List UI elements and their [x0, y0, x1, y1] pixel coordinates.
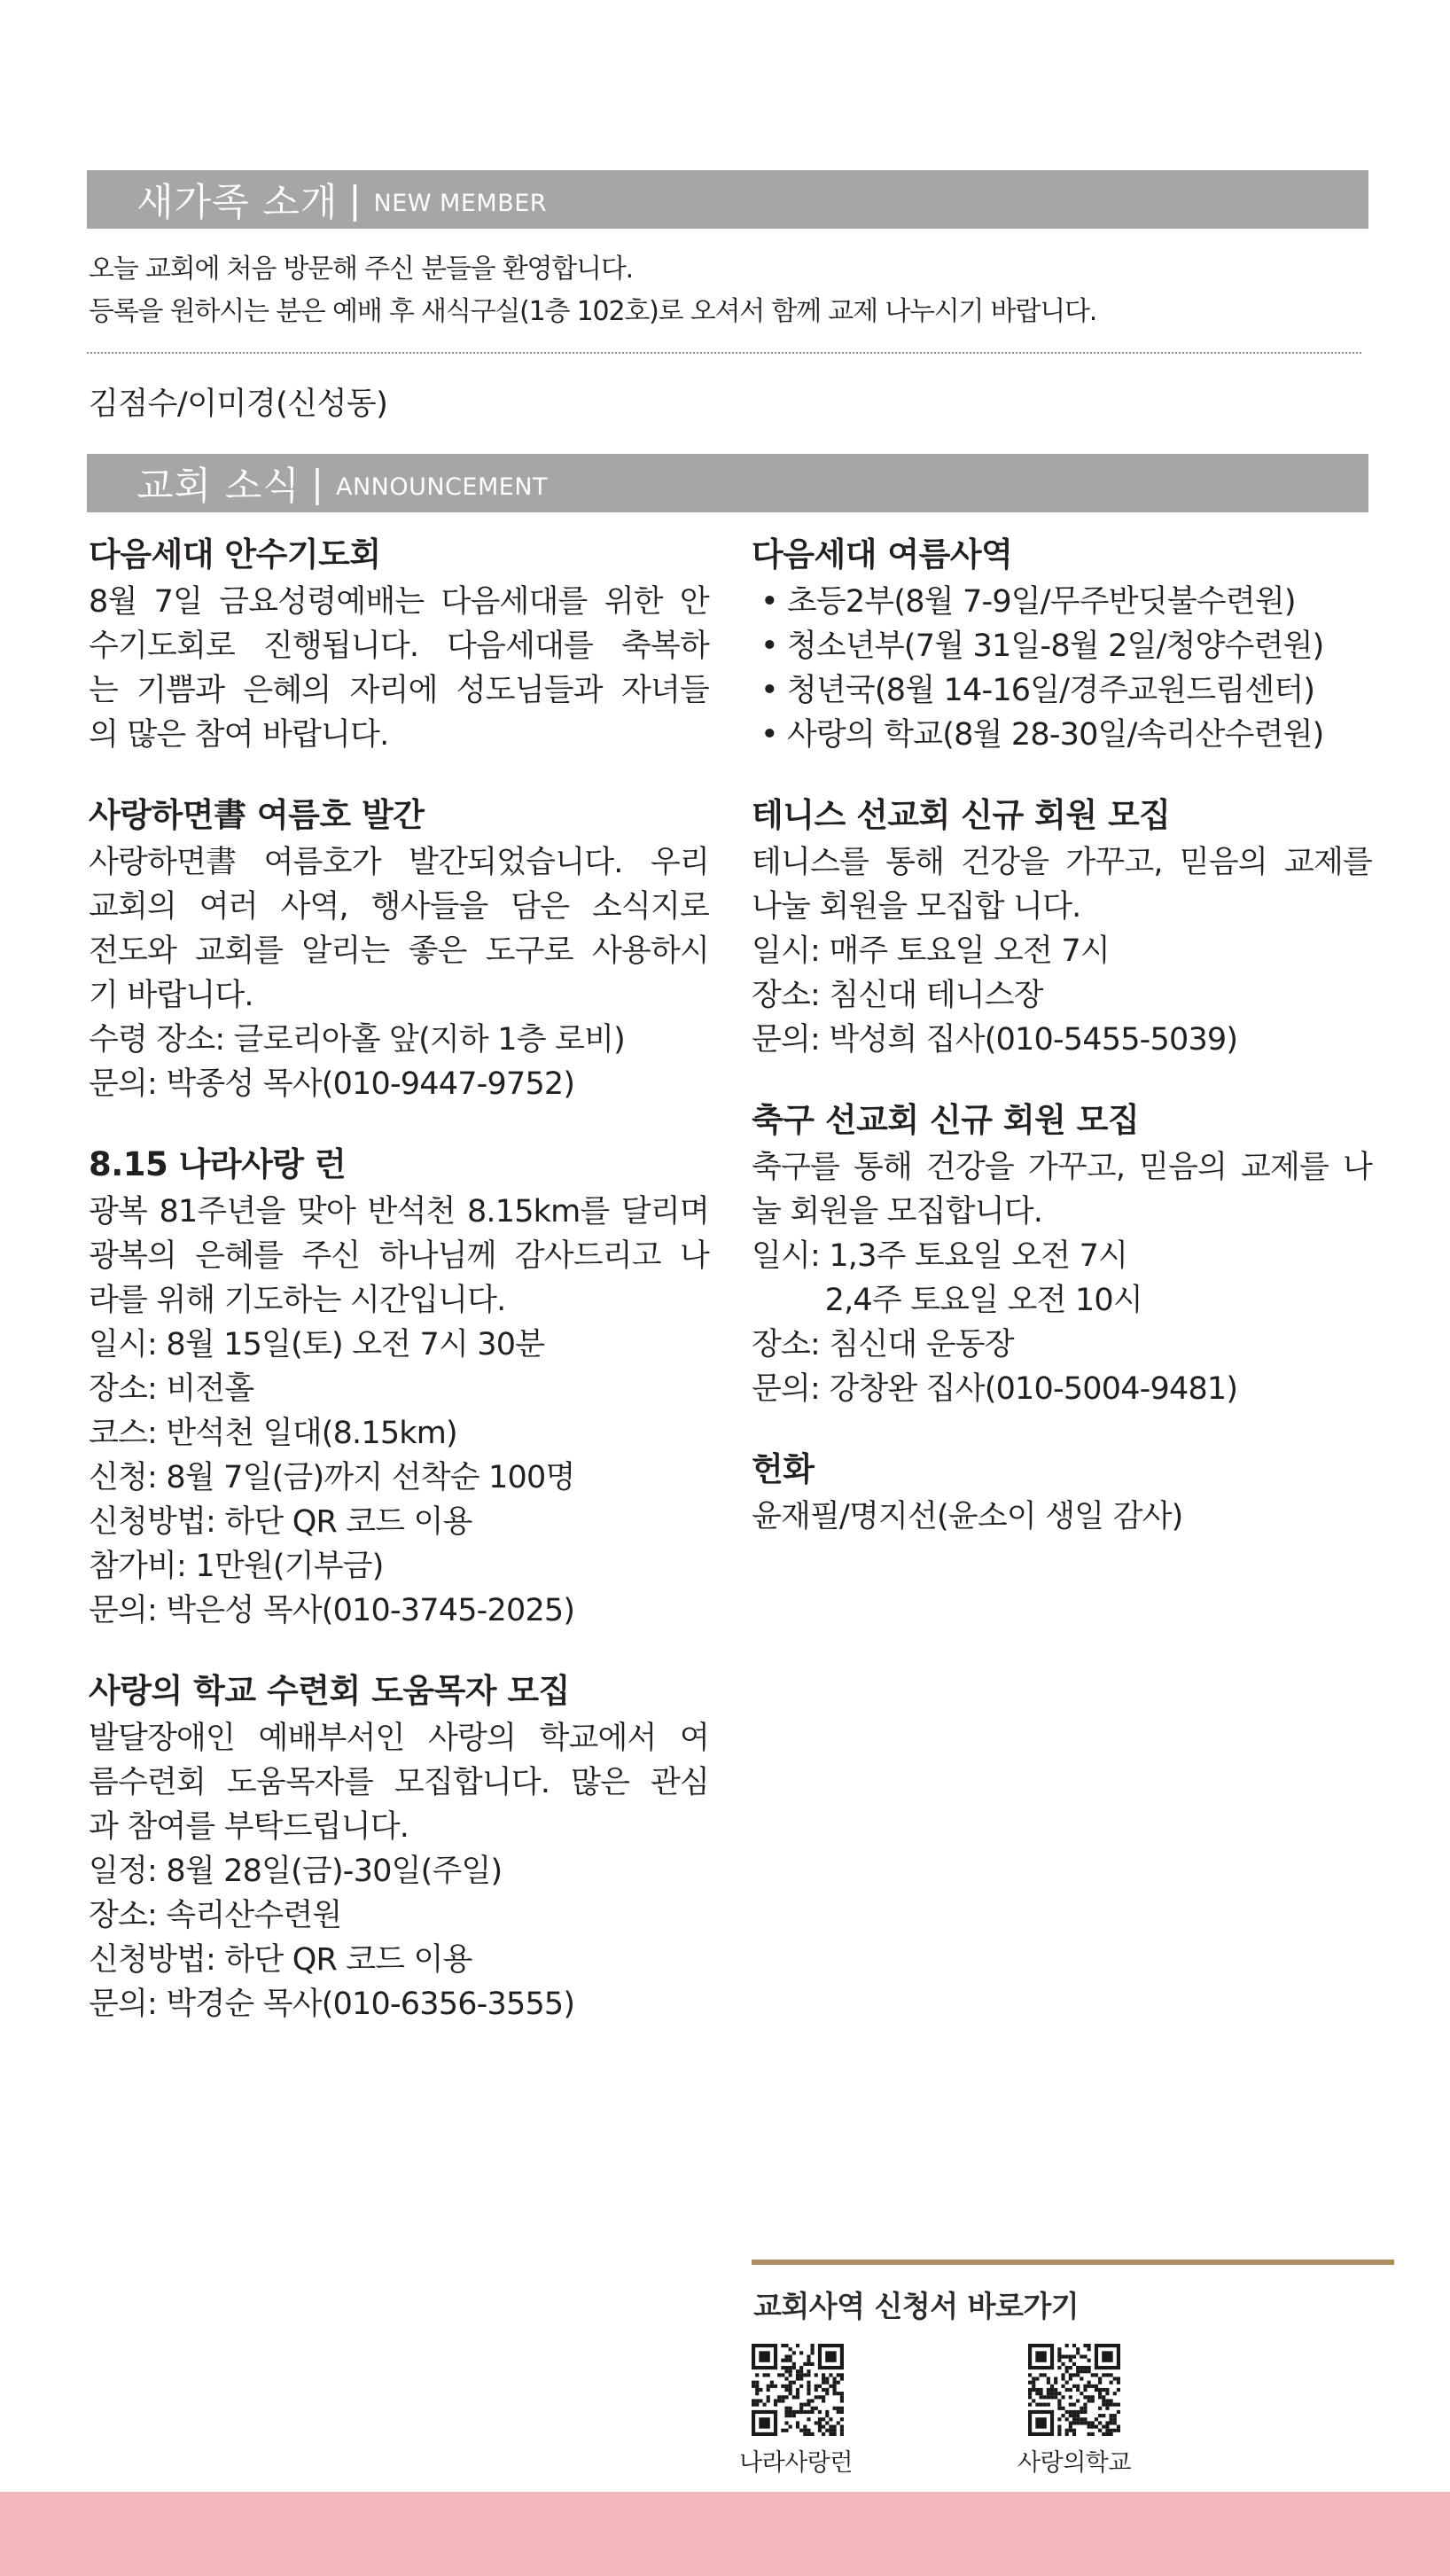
title-separator: | — [348, 177, 362, 222]
item-line: 장소: 침신대 운동장 — [752, 1327, 1014, 1362]
item-line: 름수련회 도움목자를 모집합니다. 많은 관심 — [89, 1765, 709, 1800]
item-line: 라를 위해 기도하는 시간입니다. — [89, 1283, 506, 1318]
summer-ministry-list — [752, 580, 1372, 757]
qr-caption: 사랑의학교 — [1017, 2449, 1131, 2477]
item-line: 전도와 교회를 알리는 좋은 도구로 사용하시 — [89, 933, 709, 969]
item-title: 사랑하면書 여름호 발간 — [89, 796, 425, 834]
item-title: 축구 선교회 신규 회원 모집 — [752, 1101, 1140, 1139]
announcement-left-column — [89, 530, 709, 2026]
item-line: 윤재필/명지선(윤소이 생일 감사) — [752, 1499, 1183, 1534]
item-line: 광복 81주년을 맞아 반석천 8.15km를 달리며 — [89, 1194, 709, 1229]
announcement-right-column — [752, 530, 1372, 1539]
item-body — [89, 840, 709, 1106]
item-line: 장소: 비전홀 — [89, 1371, 254, 1407]
qr-code-icon[interactable] — [752, 2344, 844, 2436]
new-member-title: 새가족 소개 — [136, 180, 339, 225]
item-line: 2,4주 토요일 오전 10시 — [752, 1283, 1142, 1318]
item-line: 문의: 박경순 목사(010-6356-3555) — [89, 1987, 575, 2022]
item-line: 신청방법: 하단 QR 코드 이용 — [89, 1942, 472, 1978]
item-line: 광복의 은혜를 주신 하나님께 감사드리고 나 — [89, 1238, 709, 1274]
item-title: 다음세대 안수기도회 — [89, 535, 381, 574]
item-body — [89, 1716, 709, 2026]
qr-caption: 나라사랑런 — [739, 2449, 853, 2477]
item-title: 8.15 나라사랑 런 — [89, 1145, 347, 1183]
list-item: • 청년국(8월 14-16일/경주교원드림센터) — [760, 668, 1372, 713]
intro-line: 등록을 원하시는 분은 예배 후 새식구실(1층 102호)로 오셔서 함께 교제 나누시기 바랍니다. — [89, 296, 1097, 327]
item-line: 일시: 1,3주 토요일 오전 7시 — [752, 1238, 1128, 1274]
item-line: 일시: 매주 토요일 오전 7시 — [752, 933, 1110, 969]
item-line: 문의: 박성희 집사(010-5455-5039) — [752, 1022, 1238, 1058]
item-line: 신청: 8월 7일(금)까지 선착순 100명 — [89, 1460, 575, 1495]
item-line: 문의: 박은성 목사(010-3745-2025) — [89, 1593, 575, 1628]
list-item: • 사랑의 학교(8월 28-30일/속리산수련원) — [760, 713, 1372, 757]
item-line: 사랑하면書 여름호가 발간되었습니다. 우리 — [89, 845, 709, 880]
item-title: 테니스 선교회 신규 회원 모집 — [752, 796, 1171, 834]
list-item: • 초등2부(8월 7-9일/무주반딧불수련원) — [760, 580, 1372, 624]
announcement-item — [752, 1445, 1372, 1539]
announcement-item — [89, 530, 709, 757]
new-member-title-en: NEW MEMBER — [373, 189, 548, 217]
item-line: 의 많은 참여 바랍니다. — [89, 717, 389, 753]
new-member-intro — [89, 248, 1096, 333]
new-member-names: 김점수/이미경(신성동) — [89, 386, 388, 422]
item-line: 신청방법: 하단 QR 코드 이용 — [89, 1504, 472, 1540]
item-line: 장소: 속리산수련원 — [89, 1898, 342, 1933]
dotted-divider — [87, 352, 1361, 354]
item-line: 코스: 반석천 일대(8.15km) — [89, 1416, 457, 1451]
announcement-title-en: ANNOUNCEMENT — [335, 472, 549, 501]
announcement-item — [752, 791, 1372, 1062]
announcement-item — [752, 530, 1372, 757]
announcement-item — [89, 791, 709, 1106]
item-line: 기 바랍니다. — [89, 978, 253, 1013]
list-item: • 청소년부(7월 31일-8월 2일/청양수련원) — [760, 624, 1372, 668]
item-line: 눌 회원을 모집합니다. — [752, 1194, 1043, 1229]
announcement-header — [87, 454, 1368, 512]
item-line: 나눌 회원을 모집합 니다. — [752, 889, 1081, 925]
gold-divider — [752, 2260, 1394, 2265]
item-line: 문의: 박종성 목사(010-9447-9752) — [89, 1066, 575, 1102]
item-body — [752, 1495, 1372, 1539]
item-body — [89, 1190, 709, 1633]
item-title: 다음세대 여름사역 — [752, 535, 1013, 574]
intro-line: 오늘 교회에 처음 방문해 주신 분들을 환영합니다. — [89, 254, 633, 285]
item-line: 참가비: 1만원(기부금) — [89, 1549, 384, 1584]
right-items — [752, 791, 1372, 1539]
item-line: 축구를 통해 건강을 가꾸고, 믿음의 교제를 나 — [752, 1150, 1372, 1185]
item-title: 사랑의 학교 수련회 도움목자 모집 — [89, 1672, 570, 1710]
announcement-item — [89, 1140, 709, 1633]
item-body — [752, 1145, 1372, 1411]
item-line: 는 기쁨과 은혜의 자리에 성도님들과 자녀들 — [89, 673, 709, 708]
item-body — [752, 840, 1372, 1062]
announcement-item — [752, 1096, 1372, 1411]
footer-band — [0, 2492, 1450, 2576]
item-line: 발달장애인 예배부서인 사랑의 학교에서 여 — [89, 1721, 709, 1756]
item-line: 문의: 강창완 집사(010-5004-9481) — [752, 1371, 1238, 1407]
announcement-title: 교회 소식 — [136, 464, 300, 509]
qr-code-icon[interactable] — [1028, 2344, 1120, 2436]
item-line: 교회의 여러 사역, 행사들을 담은 소식지로 — [89, 889, 709, 925]
new-member-header — [87, 170, 1368, 229]
title-separator: | — [310, 461, 324, 505]
announcement-item — [89, 1667, 709, 2026]
item-line: 일시: 8월 15일(토) 오전 7시 30분 — [89, 1327, 545, 1362]
item-line: 장소: 침신대 테니스장 — [752, 978, 1043, 1013]
qr-section-title: 교회사역 신청서 바로가기 — [753, 2289, 1080, 2323]
item-line: 수기도회로 진행됩니다. 다음세대를 축복하 — [89, 628, 709, 664]
item-line: 과 참여를 부탁드립니다. — [89, 1809, 409, 1845]
item-line: 테니스를 통해 건강을 가꾸고, 믿음의 교제를 — [752, 845, 1372, 880]
item-line: 수령 장소: 글로리아홀 앞(지하 1층 로비) — [89, 1022, 625, 1058]
item-body — [89, 580, 709, 757]
item-line: 8월 7일 금요성령예배는 다음세대를 위한 안 — [89, 584, 709, 620]
item-title: 헌화 — [752, 1450, 815, 1488]
item-line: 일정: 8월 28일(금)-30일(주일) — [89, 1854, 503, 1889]
